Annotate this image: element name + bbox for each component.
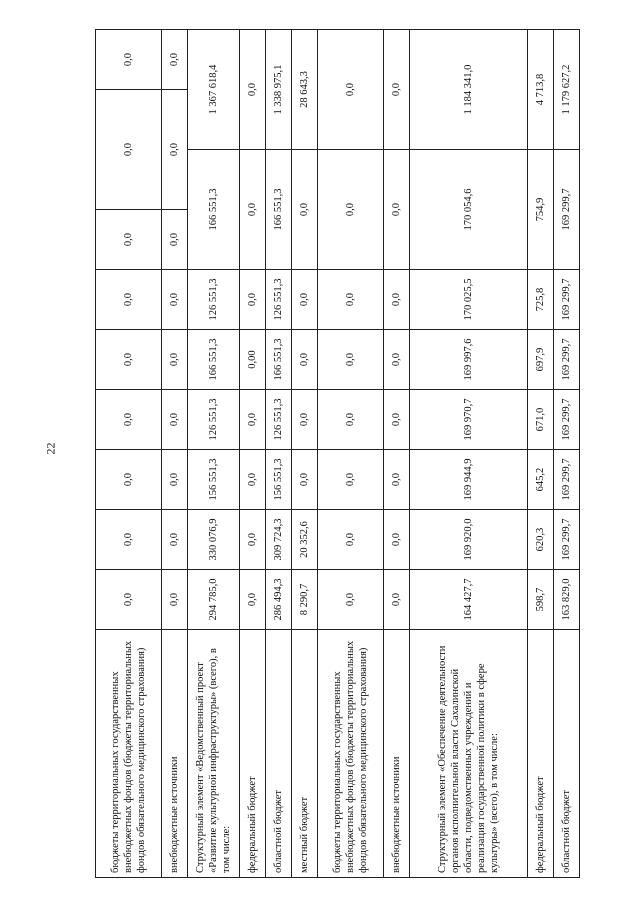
value-cell: 0,0 <box>96 330 162 390</box>
row-label: областной бюджет <box>554 630 580 878</box>
value-cell: 0,0 <box>240 510 266 570</box>
value-cell: 126 551,3 <box>266 390 292 450</box>
row-label: федеральный бюджет <box>528 630 554 878</box>
value-cell: 28 643,3 <box>292 30 318 150</box>
value-cell: 620,3 <box>528 510 554 570</box>
value-cell: 0,0 <box>96 30 162 90</box>
value-cell: 126 551,3 <box>266 270 292 330</box>
value-cell: 0,0 <box>96 450 162 510</box>
table-row <box>96 30 162 878</box>
value-cell: 0,0 <box>292 390 318 450</box>
value-cell: 126 551,3 <box>188 270 240 330</box>
table-rotation-frame <box>95 30 640 878</box>
value-cell: 1 338 975,1 <box>266 30 292 150</box>
table-row <box>410 30 528 878</box>
value-cell: 0,0 <box>384 270 410 330</box>
value-cell: 0,0 <box>318 570 384 630</box>
value-cell: 0,0 <box>162 270 188 330</box>
value-cell: 0,0 <box>162 510 188 570</box>
value-cell: 0,0 <box>318 330 384 390</box>
row-label: Структурный элемент «Обеспечение деятельности органов исполнительной власти Сахалинской области, подведомственных учреждений и реализация государственной политики в сфере культуры» (всего), в том числе: <box>410 630 528 878</box>
table-row <box>188 30 240 878</box>
value-cell: 169 920,0 <box>410 510 528 570</box>
value-cell: 0,0 <box>240 270 266 330</box>
value-cell: 697,9 <box>528 330 554 390</box>
value-cell: 0,0 <box>96 210 162 270</box>
value-cell: 1 367 618,4 <box>188 30 240 150</box>
value-cell: 0,0 <box>240 570 266 630</box>
row-label: бюджеты территориальных государственных внебюджетных фондов (бюджеты территориальных фондов обязательного медицинского страхования) <box>318 630 384 878</box>
table-row <box>266 30 292 878</box>
value-cell: 0,0 <box>240 450 266 510</box>
value-cell: 725,8 <box>528 270 554 330</box>
value-cell: 0,0 <box>384 510 410 570</box>
value-cell: 166 551,3 <box>188 330 240 390</box>
value-cell: 0,0 <box>318 390 384 450</box>
value-cell: 0,0 <box>96 90 162 210</box>
value-cell: 169 299,7 <box>554 330 580 390</box>
value-cell: 0,0 <box>162 330 188 390</box>
value-cell: 169 944,9 <box>410 450 528 510</box>
value-cell: 0,0 <box>162 570 188 630</box>
budget-table <box>95 29 580 878</box>
page-number: 22 <box>43 442 58 455</box>
table-row <box>384 30 410 878</box>
value-cell: 166 551,3 <box>266 330 292 390</box>
value-cell: 286 494,3 <box>266 570 292 630</box>
value-cell: 309 724,3 <box>266 510 292 570</box>
value-cell: 4 713,8 <box>528 30 554 150</box>
row-label: областной бюджет <box>266 630 292 878</box>
value-cell: 156 551,3 <box>266 450 292 510</box>
value-cell: 169 997,6 <box>410 330 528 390</box>
value-cell: 0,0 <box>162 210 188 270</box>
value-cell: 169 299,7 <box>554 390 580 450</box>
value-cell: 156 551,3 <box>188 450 240 510</box>
row-label: местный бюджет <box>292 630 318 878</box>
value-cell: 0,0 <box>292 450 318 510</box>
row-label: бюджеты территориальных государственных внебюджетных фондов (бюджеты территориальных фондов обязательного медицинского страхования) <box>96 630 162 878</box>
row-label: внебюджетные источники <box>384 630 410 878</box>
value-cell: 0,0 <box>318 450 384 510</box>
value-cell: 0,0 <box>384 30 410 150</box>
value-cell: 0,0 <box>318 270 384 330</box>
value-cell: 0,0 <box>240 30 266 150</box>
value-cell: 170 025,5 <box>410 270 528 330</box>
value-cell: 169 299,7 <box>554 150 580 270</box>
value-cell: 598,7 <box>528 570 554 630</box>
row-label: федеральный бюджет <box>240 630 266 878</box>
value-cell: 166 551,3 <box>266 150 292 270</box>
table-row <box>318 30 384 878</box>
value-cell: 0,0 <box>96 270 162 330</box>
value-cell: 0,0 <box>162 390 188 450</box>
value-cell: 0,0 <box>384 390 410 450</box>
value-cell: 330 076,9 <box>188 510 240 570</box>
value-cell: 1 184 341,0 <box>410 30 528 150</box>
value-cell: 0,0 <box>384 450 410 510</box>
table-row <box>528 30 554 878</box>
value-cell: 166 551,3 <box>188 150 240 270</box>
table-row <box>162 30 188 878</box>
value-cell: 163 829,0 <box>554 570 580 630</box>
value-cell: 0,0 <box>318 30 384 150</box>
table-body <box>96 30 580 878</box>
value-cell: 0,0 <box>384 150 410 270</box>
value-cell: 0,0 <box>162 90 188 210</box>
value-cell: 0,0 <box>96 510 162 570</box>
value-cell: 0,0 <box>292 150 318 270</box>
value-cell: 0,0 <box>96 390 162 450</box>
value-cell: 169 299,7 <box>554 510 580 570</box>
row-label: внебюджетные источники <box>162 630 188 878</box>
row-label: Структурный элемент «Ведомственный проект «Развитие культурной инфраструктуры» (всего), в том числе: <box>188 630 240 878</box>
table-row <box>292 30 318 878</box>
value-cell: 294 785,0 <box>188 570 240 630</box>
value-cell: 0,0 <box>292 270 318 330</box>
value-cell: 0,0 <box>384 570 410 630</box>
value-cell: 126 551,3 <box>188 390 240 450</box>
value-cell: 169 299,7 <box>554 450 580 510</box>
value-cell: 0,0 <box>162 30 188 90</box>
value-cell: 0,0 <box>292 330 318 390</box>
budget-table-wrapper <box>95 30 640 878</box>
table-row <box>240 30 266 878</box>
value-cell: 8 290,7 <box>292 570 318 630</box>
value-cell: 671,0 <box>528 390 554 450</box>
value-cell: 170 054,6 <box>410 150 528 270</box>
value-cell: 0,0 <box>162 450 188 510</box>
value-cell: 0,0 <box>318 510 384 570</box>
value-cell: 164 427,7 <box>410 570 528 630</box>
value-cell: 0,0 <box>384 330 410 390</box>
value-cell: 0,00 <box>240 330 266 390</box>
value-cell: 20 352,6 <box>292 510 318 570</box>
value-cell: 169 299,7 <box>554 270 580 330</box>
value-cell: 0,0 <box>318 150 384 270</box>
value-cell: 645,2 <box>528 450 554 510</box>
value-cell: 0,0 <box>240 390 266 450</box>
value-cell: 0,0 <box>96 570 162 630</box>
value-cell: 169 970,7 <box>410 390 528 450</box>
value-cell: 1 179 627,2 <box>554 30 580 150</box>
table-row <box>554 30 580 878</box>
value-cell: 754,9 <box>528 150 554 270</box>
value-cell: 0,0 <box>240 150 266 270</box>
